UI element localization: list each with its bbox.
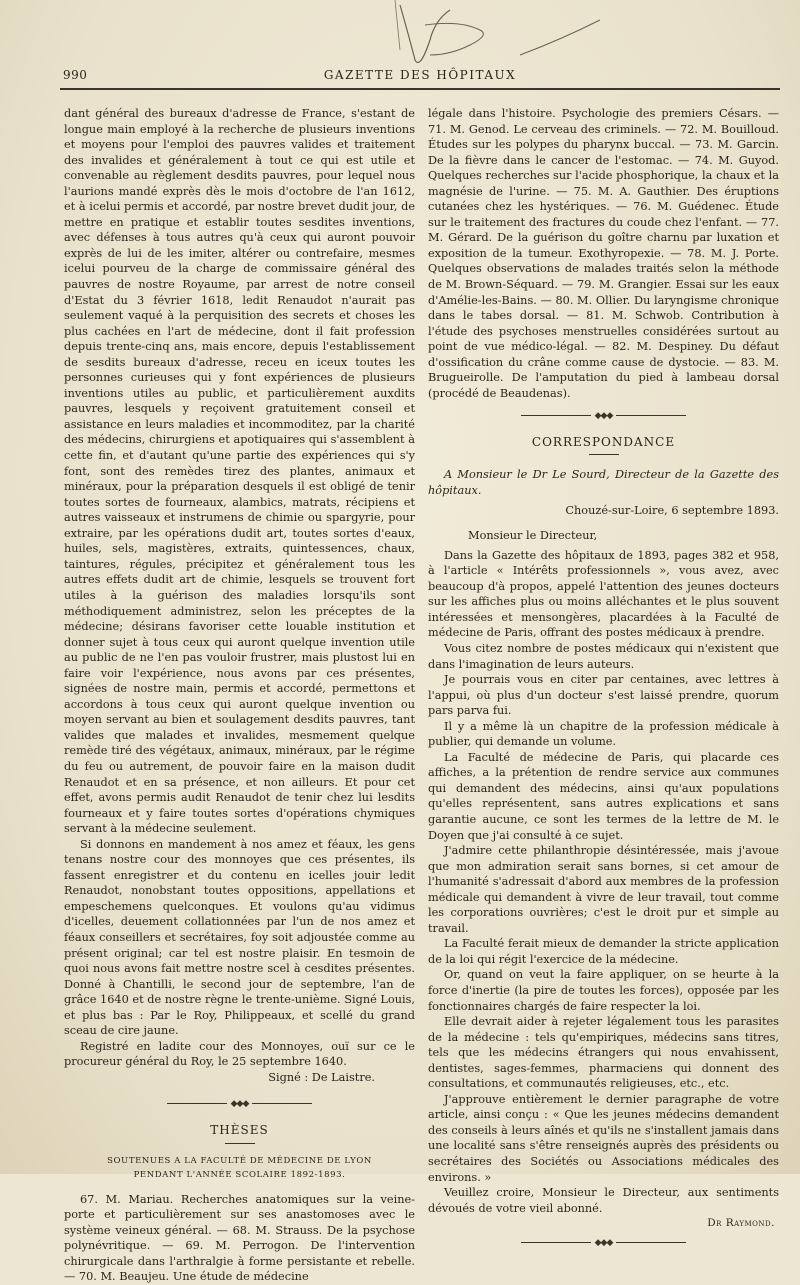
letter-address: A Monsieur le Dr Le Sourd, Directeur de la Gazette des hôpitaux. <box>428 468 779 498</box>
left-column <box>64 106 415 1285</box>
correspondance-title: CORRESPONDANCE <box>531 434 676 449</box>
letter-paragraph-8: Or, quand on veut la faire appliquer, on se heurte à la force d'inertie (la pire de toutes les forces), opposée par les fonctionnaires chargés de faire respecter la loi. <box>428 968 779 1013</box>
theses-list-continued: légale dans l'histoire. Psychologie des premiers Césars. — 71. M. Genod. Le cerveau des criminels. — 72. M. Bouilloud. Études sur les polypes du pharynx buccal. — 73. M. Garcin. De la fièvre dans le cancer de l'estomac. — 74. M. Guyod. Quelques recherches sur l'acide phosphorique, la chaux et la magnésie de l'urine. — 75. M. A. Gauthier. Des éruptions cutanées chez les hystériques. — 76. M. Guédenec. Étude sur le traitement des fractures du coude chez l'enfant. — 77. M. Gérard. De la guérison du goître charnu par luxation et exposition de la tumeur. Exothyropexie. — 78. M. J. Porte. Quelques observations de malades traités selon la méthode de M. Brown-Séquard. — 79. M. Grangier. Essai sur les eaux d'Amélie-les-Bains. — 80. M. Ollier. Du laryngisme chronique dans le tabes dorsal. — 81. M. Schwob. Contribution à l'étude des psychoses menstruelles considérées surtout au point de vue médico-légal. — 82. M. Despiney. Du défaut d'ossification du crâne comme cause de dystocie. — 83. M. Brugueirolle. De l'amputation du pied à lambeau dorsal (procédé de Beaudenas). <box>428 107 779 400</box>
theses-subtitle-1: SOUTENUES A LA FACULTÉ DE MÉDECINE DE LYON <box>107 1155 372 1166</box>
theses-title: THÈSES <box>210 1123 269 1137</box>
decree-paragraph-2: Si donnons en mandement à nos amez et féaux, les gens tenans nostre cour des monnoyes que ces présentes, ils fassent enregistrer et du contenu en icelles jouir ledit Renaudot, nonobstant toutes oppositions, appellations et empeschemens quelconques. Et voulons qu'au vidimus d'icelles, deuement collationnées par l'un de nos amez et féaux conseillers et secrétaires, foy soit adjoustée comme au présent original; car tel est nostre plaisir. En tesmoin de quoi nous avons fait mettre nostre scel à cesdites présentes. Donné à Chantilli, le second jour de septembre, l'an de grâce 1640 et de nostre règne le trente-unième. Signé Louis, et plus bas : Par le Roy, Philippeaux, et scellé du grand sceau de cire jaune. <box>64 837 415 1038</box>
letter-signature: Dr Raymond. <box>707 1217 775 1230</box>
ornament-divider: ◆◆◆ <box>428 1236 779 1252</box>
letter-paragraph-6: J'admire cette philanthropie désintéressée, mais j'avoue que mon admiration serait sans bornes, si cet amour de l'humanité s'adressait d'abord aux membres de la profession médicale qui demandent à vivre de leur travail, tout comme les corporations ouvrières; c'est le droit pur et simple au travail. <box>428 844 779 935</box>
letter-paragraph-2: Vous citez nombre de postes médicaux qui n'existent que dans l'imagination de leurs auteurs. <box>428 641 779 671</box>
short-divider <box>589 454 619 455</box>
letter-dateline: Chouzé-sur-Loire, 6 septembre 1893. <box>565 503 779 517</box>
letter-paragraph-5: La Faculté de médecine de Paris, qui placarde ces affiches, a la prétention de rendre service aux communes qui demandent des médecins, ainsi qu'aux populations qu'elles représentent, sans autres explications et sans garantie aucune, ce sont les termes de la lettre de M. le Doyen que j'ai consulté à ce sujet. <box>428 750 779 842</box>
decree-signature: Signé : De Laistre. <box>268 1070 375 1084</box>
page-header <box>60 66 780 90</box>
decree-paragraph-3: Registré en ladite cour des Monnoyes, ouï sur ce le procureur général du Roy, le 25 septembre 1640. <box>64 1039 415 1069</box>
theses-subtitle-2: PENDANT L'ANNÉE SCOLAIRE 1892-1893. <box>133 1169 346 1180</box>
letter-salutation: Monsieur le Directeur, <box>468 529 598 543</box>
short-divider <box>225 1143 255 1144</box>
right-column <box>428 106 779 1261</box>
letter-paragraph-1: Dans la Gazette des hôpitaux de 1893, pages 382 et 958, à l'article « Intérêts professionnels », vous avez, avec beaucoup d'à propos, appelé l'attention des jeunes docteurs sur les affiches plus ou moins alléchantes et le plus souvent intéressées et mensongères, placardées à la Faculté de médecine de Paris, offrant des postes médicaux à prendre. <box>428 548 779 640</box>
letter-paragraph-9: Elle devrait aider à rejeter légalement tous les parasites de la médecine : tels qu'empiriques, médecins sans titres, tels que les médecins étrangers qui nous envahissent, dentistes, sages-femmes, pharmaciens qui donnent des consultations, et communautés religieuses, etc., etc. <box>428 1015 779 1091</box>
letter-paragraph-3: Je pourrais vous en citer par centaines, avec lettres à l'appui, où plus d'un docteur s'est laissé prendre, quorum pars parva fui. <box>428 673 779 718</box>
ornament-divider: ◆◆◆ <box>64 1097 415 1113</box>
letter-paragraph-4: Il y a même là un chapitre de la profession médicale à publier, qui demande un volume. <box>428 719 779 749</box>
letter-paragraph-7: La Faculté ferait mieux de demander la stricte application de la loi qui régit l'exercice de la médecine. <box>428 937 779 966</box>
ornament-divider: ◆◆◆ <box>428 409 779 425</box>
decree-paragraph-1: dant général des bureaux d'adresse de France, s'estant de longue main employé à la recherche de plusieurs inventions et moyens pour l'emploi des pauvres valides et traitement des invalides et généralement à tout ce qui est utile et convenable au règlement desdits pauvres, pour lequel nous l'aurions mandé exprès dès le mois d'octobre de l'an 1612, et à icelui permis et accordé, par nostre brevet dudit jour, de mettre en pratique et establir toutes sesdites inventions, avec défenses à tous autres qu'à ceux qui auront pouvoir exprès de lui de les imiter, altérer ou contrefaire, mesmes icelui pourveu de la charge de commissaire général des pauvres de nostre Royaume, par arrest de notre conseil d'Estat du 3 février 1618, ledit Renaudot n'aurait pas seulement vaqué à la perquisition des secrets et choses les plus cachées en l'art de médecine, dont il fait profession depuis trente-cinq ans, mais encore, depuis l'establissement de sesdits bureaux d'adresse, receu en iceux toutes les personnes curieuses qui y font expériences de plusieurs inventions utiles au public, et particulièrement auxdits pauvres, lesquels y reçoivent gratuitement conseil et assistance en leurs maladies et incommoditez, par la charité des médecins, chirurgiens et apotiquaires qui s'assemblent à cette fin, et d'autant qu'une partie des expériences qui s'y font, sont des remèdes tirez des plantes, animaux et minéraux, pour la préparation desquels il est obligé de tenir toutes sortes de fourneaux, alambics, matrats, récipiens et autres vaisseaux et instrumens de chimie ou spargyrie, pour extraire, par les opérations dudit art, toutes sortes d'eaux, huiles, sels, magistères, extraits, quintessences, chaux, taintures, régules, précipitez et généralement tous les autres effets dudit art de chimie, lesquels se trouvent fort utiles à la guérison des maladies lorsqu'ils sont méthodiquement administrez, selon les préceptes de la médecine; désirans favoriser cette louable institution et donner sujet à tous ceux qui auront quelque invention utile au public de ne l'en pas vouloir frustrer, mais plustost lui en faire voir l'expérience, nous avons par ces présentes, signées de nostre main, permis et accordé, permettons et accordons à tous ceux qui auront quelque invention ou moyen servant au bien et soulagement desdits pauvres, tant valides que malades et invalides, mesmement quelque remède tiré des végétaux, animaux, minéraux, par le régime du feu ou autrement, de pouvoir faire en la maison dudit Renaudot et en sa présence, et non ailleurs. Et pour cet effet, avons permis audit Renaudot de tenir chez lui lesdits fourneaux et y faire toutes sortes d'opérations chymiques servant à la médecine seulement. <box>64 107 415 836</box>
letter-paragraph-10: J'approuve entièrement le dernier paragraphe de votre article, ainsi conçu : « Que les jeunes médecins demandent des conseils à leurs aînés et qu'ils ne s'installent jamais dans une localité sans s'être renseignés auprès des présidents ou secrétaires des Sociétés ou Associations médicales des environs. » <box>428 1092 779 1184</box>
page-number: 990 <box>63 68 88 82</box>
theses-list: 67. M. Mariau. Recherches anatomiques sur la veine-porte et particulièrement sur ses anastomoses avec le système veineux général. — 68. M. Strauss. De la psychose polynévritique. — 69. M. Perrogon. De l'intervention chirurgicale dans l'arthralgie à forme persistante et rebelle. — 70. M. Beaujeu. Une étude de médecine <box>64 1192 415 1284</box>
journal-title: GAZETTE DES HÔPITAUX <box>323 68 517 82</box>
letter-paragraph-11: Veuillez croire, Monsieur le Directeur, aux sentiments dévoués de votre vieil abonné. <box>428 1186 779 1215</box>
